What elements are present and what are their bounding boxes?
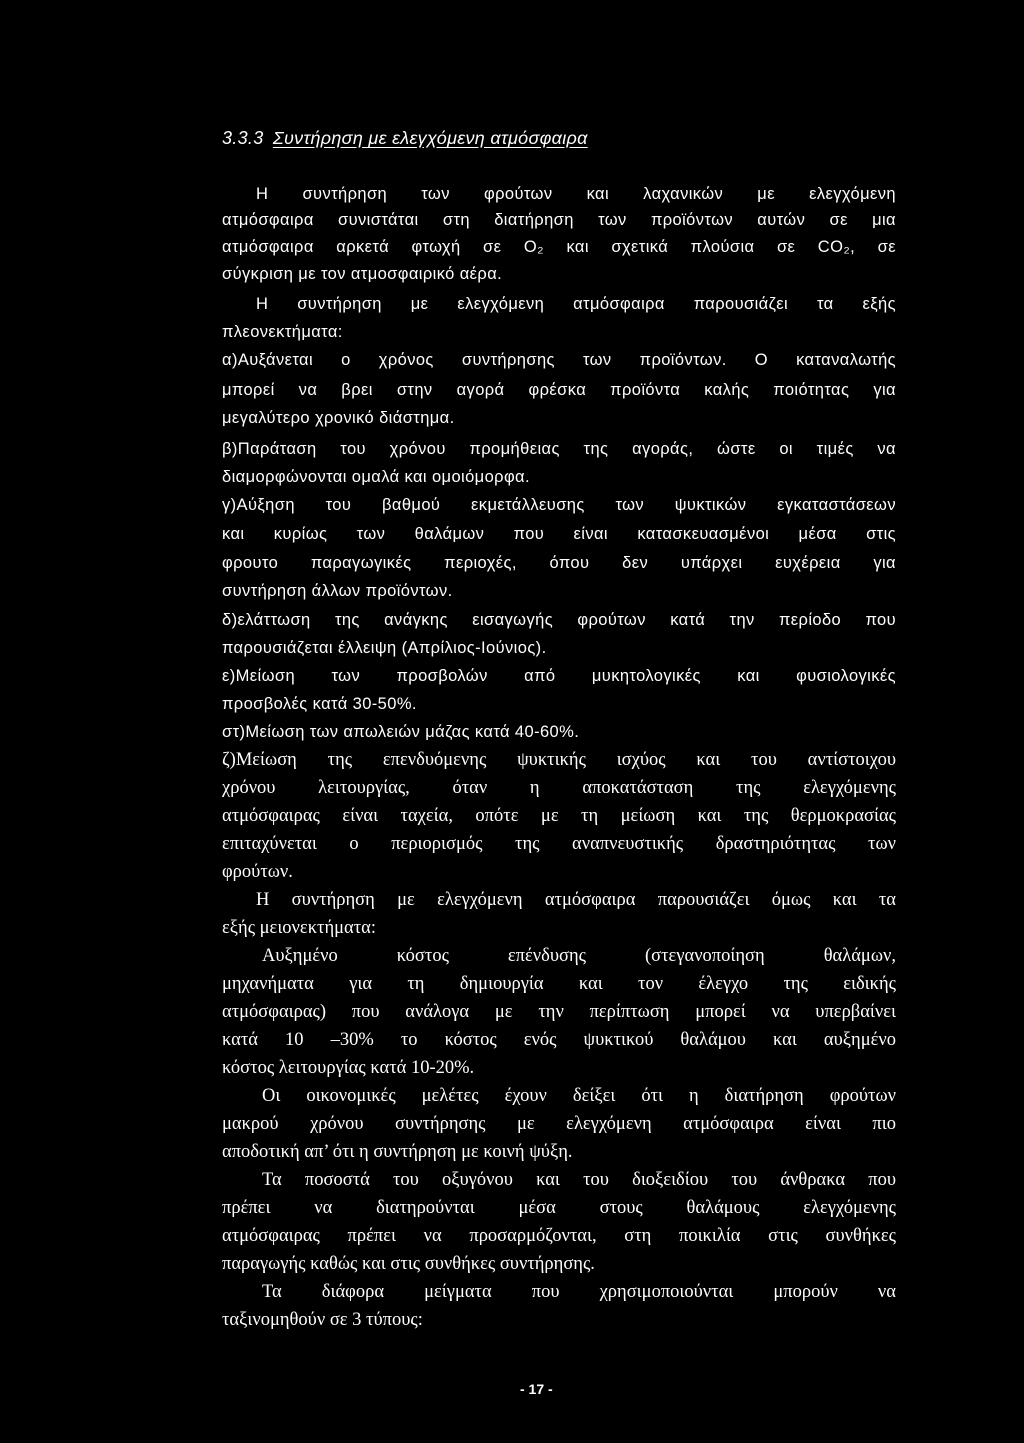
text-line: παρουσιάζεται έλλειψη (Απρίλιος-Ιούνιος). <box>222 639 547 657</box>
text-line: Τα ποσοστά του οξυγόνου και του διοξειδίου του άνθρακα που <box>262 1170 896 1190</box>
text-line: ατμόσφαιρας είναι ταχεία, οπότε με τη μείωση και της θερμοκρασίας <box>222 806 896 826</box>
text-line: ατμόσφαιρας) που ανάλογα με την περίπτωση μπορεί να υπερβαίνει <box>222 1002 896 1022</box>
text-line: συντήρηση άλλων προϊόντων. <box>222 582 453 600</box>
text-line: μηχανήματα για τη δημιουργία και τον έλεγχο της ειδικής <box>222 974 896 994</box>
section-heading <box>222 128 588 149</box>
text-line: μπορεί να βρει στην αγορά φρέσκα προϊόντα καλής ποιότητας για <box>222 381 896 399</box>
text-line: γ)Αύξηση του βαθμού εκμετάλλευσης των ψυκτικών εγκαταστάσεων <box>222 496 896 514</box>
text-line: α)Αυξάνεται ο χρόνος συντήρησης των προϊόντων. Ο καταναλωτής <box>222 351 896 369</box>
text-line: προσβολές κατά 30-50%. <box>222 695 417 713</box>
page-number: - 17 - <box>520 1381 553 1397</box>
text-line: ταξινομηθούν σε 3 τύπους: <box>222 1310 423 1330</box>
text-line: Η συντήρηση με ελεγχόμενη ατμόσφαιρα παρουσιάζει όμως και τα <box>256 890 896 910</box>
text-line: σύγκριση με τον ατμοσφαιρικό αέρα. <box>222 265 503 283</box>
section-title: Συντήρηση με ελεγχόμενη ατμόσφαιρα <box>272 128 588 148</box>
text-line: μεγαλύτερο χρονικό διάστημα. <box>222 409 455 427</box>
text-line: και κυρίως των θαλάμων που είναι κατασκευασμένοι μέσα στις <box>222 525 896 543</box>
text-line: Τα διάφορα μείγματα που χρησιμοποιούνται μπορούν να <box>262 1282 896 1302</box>
text-line: διαμορφώνονται ομαλά και ομοιόμορφα. <box>222 468 530 486</box>
text-line: ατμόσφαιρας πρέπει να προσαρμόζονται, στη ποικιλία στις συνθήκες <box>222 1226 896 1246</box>
section-number: 3.3.3 <box>222 128 264 148</box>
text-line: παραγωγής καθώς και στις συνθήκες συντήρησης. <box>222 1254 595 1274</box>
text-line: ζ)Μείωση της επενδυόμενης ψυκτικής ισχύος και του αντίστοιχου <box>222 750 896 770</box>
text-line: πλεονεκτήματα: <box>222 323 343 341</box>
text-line: Αυξημένο κόστος επένδυσης (στεγανοποίηση θαλάμων, <box>262 946 896 966</box>
text-line: ατμόσφαιρα συνιστάται στη διατήρηση των προϊόντων αυτών σε μια <box>222 211 896 229</box>
text-line: δ)ελάττωση της ανάγκης εισαγωγής φρούτων κατά την περίοδο που <box>222 611 896 629</box>
text-line: κόστος λειτουργίας κατά 10-20%. <box>222 1058 475 1078</box>
text-line: χρόνου λειτουργίας, όταν η αποκατάσταση της ελεγχόμενης <box>222 778 896 798</box>
text-line: ατμόσφαιρα αρκετά φτωχή σε O₂ και σχετικά πλούσια σε CO₂, σε <box>222 238 896 256</box>
text-line: στ)Μείωση των απωλειών μάζας κατά 40-60%. <box>222 723 580 741</box>
text-line: εξής μειονεκτήματα: <box>222 918 376 938</box>
text-line: β)Παράταση του χρόνου προμήθειας της αγοράς, ώστε οι τιμές να <box>222 440 896 458</box>
text-line: πρέπει να διατηρούνται μέσα στους θαλάμους ελεγχόμενης <box>222 1198 896 1218</box>
text-line: αποδοτική απ’ ότι η συντήρηση με κοινή ψύξη. <box>222 1142 573 1162</box>
text-line: Η συντήρηση με ελεγχόμενη ατμόσφαιρα παρουσιάζει τα εξής <box>256 295 896 313</box>
text-line: φρούτων. <box>222 862 293 882</box>
text-line: επιταχύνεται ο περιορισμός της αναπνευστικής δραστηριότητας των <box>222 834 896 854</box>
text-line: ε)Μείωση των προσβολών από μυκητολογικές και φυσιολογικές <box>222 667 896 685</box>
text-line: μακρού χρόνου συντήρησης με ελεγχόμενη ατμόσφαιρα είναι πιο <box>222 1114 896 1134</box>
text-line: Η συντήρηση των φρούτων και λαχανικών με ελεγχόμενη <box>256 185 896 203</box>
text-line: Οι οικονομικές μελέτες έχουν δείξει ότι η διατήρηση φρούτων <box>262 1086 896 1106</box>
text-line: κατά 10 –30% το κόστος ενός ψυκτικού θαλάμου και αυξημένο <box>222 1030 896 1050</box>
text-line: φρουτο παραγωγικές περιοχές, όπου δεν υπάρχει ευχέρεια για <box>222 554 896 572</box>
